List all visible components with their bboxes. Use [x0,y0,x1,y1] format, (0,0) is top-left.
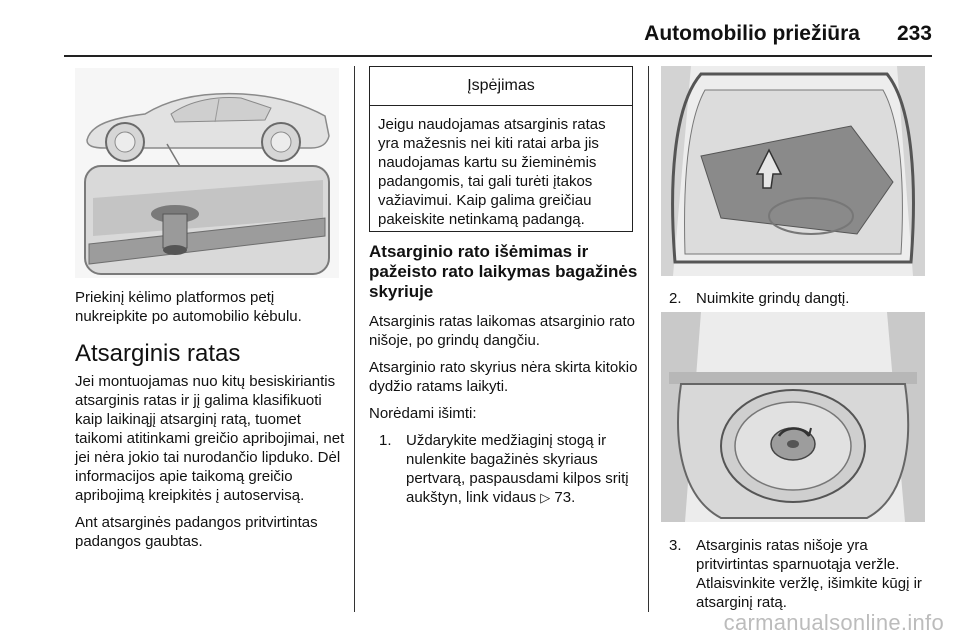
step-number: 1. [379,432,392,449]
car-jack-illustration [75,68,339,278]
step-text: Atsarginis ratas nišoje yra pritvirtintas sparnuotąja veržle. Atlaisvinkite veržlę, išimkite kūgį ir atsarginį ratą. [696,537,922,611]
list-item [379,431,639,507]
page-reference-arrow-icon: ▷ [540,490,551,505]
step-number: 3. [669,537,682,554]
section-heading: Atsarginis ratas [75,340,241,367]
body-paragraph: Jei montuojamas nuo kitų besiskiriantis atsarginis ratas ir jį galima klasifikuoti kaip laikinąjį atsarginį ratą, tuomet taikomi atitinkami greičio apribojimai, net jei nėra jokio tai nurodančio lipduko. Dėl informacijos apie taikomą greičio apribojimą kreipkitės į autoservisą. [75,373,345,504]
list-item [669,536,935,612]
body-paragraph: Atsarginis ratas laikomas atsarginio rato nišoje, po grindų dangčiu. [369,313,635,349]
step-text: Nuimkite grindų dangtį. [696,290,850,307]
header-rule [64,55,932,57]
running-header-title: Automobilio priežiūra [644,22,860,45]
trunk-floor-cover-illustration [661,66,925,276]
warning-title: Įspėjimas [370,67,632,106]
column-divider [354,66,355,612]
watermark: carmanualsonline.info [723,610,944,635]
step-text: Uždarykite medžiaginį stogą ir nulenkite bagažinės skyriaus pertvarą, paspausdami kilpos sritį aukštyn, link vidaus [406,432,629,506]
warning-box [369,66,633,232]
spare-wheel-illustration [661,312,925,522]
body-paragraph: Norėdami išimti: [369,405,477,422]
warning-text: Jeigu naudojamas atsarginis ratas yra mažesnis nei kiti ratai arba jis naudojamas kartu su žieminėmis padangomis, tai gali turėti įtakos važiavimui. Kaip galima greičiau pakeiskite netinkamą padangą. [378,116,606,228]
body-paragraph: Atsarginio rato skyrius nėra skirta kitokio dydžio ratams laikyti. [369,359,638,395]
page-number: 233 [896,22,932,45]
list-item [669,289,931,308]
figure-caption: Priekinį kėlimo platformos petį nukreipkite po automobilio kėbulu. [75,289,302,325]
step-number: 2. [669,290,682,307]
body-paragraph: Ant atsarginės padangos pritvirtintas padangos gaubtas. [75,514,318,550]
page-reference: 73. [554,489,576,506]
subsection-heading: Atsarginio rato išėmimas ir pažeisto rato laikymas bagažinės skyriuje [369,242,638,301]
column-divider [648,66,649,612]
